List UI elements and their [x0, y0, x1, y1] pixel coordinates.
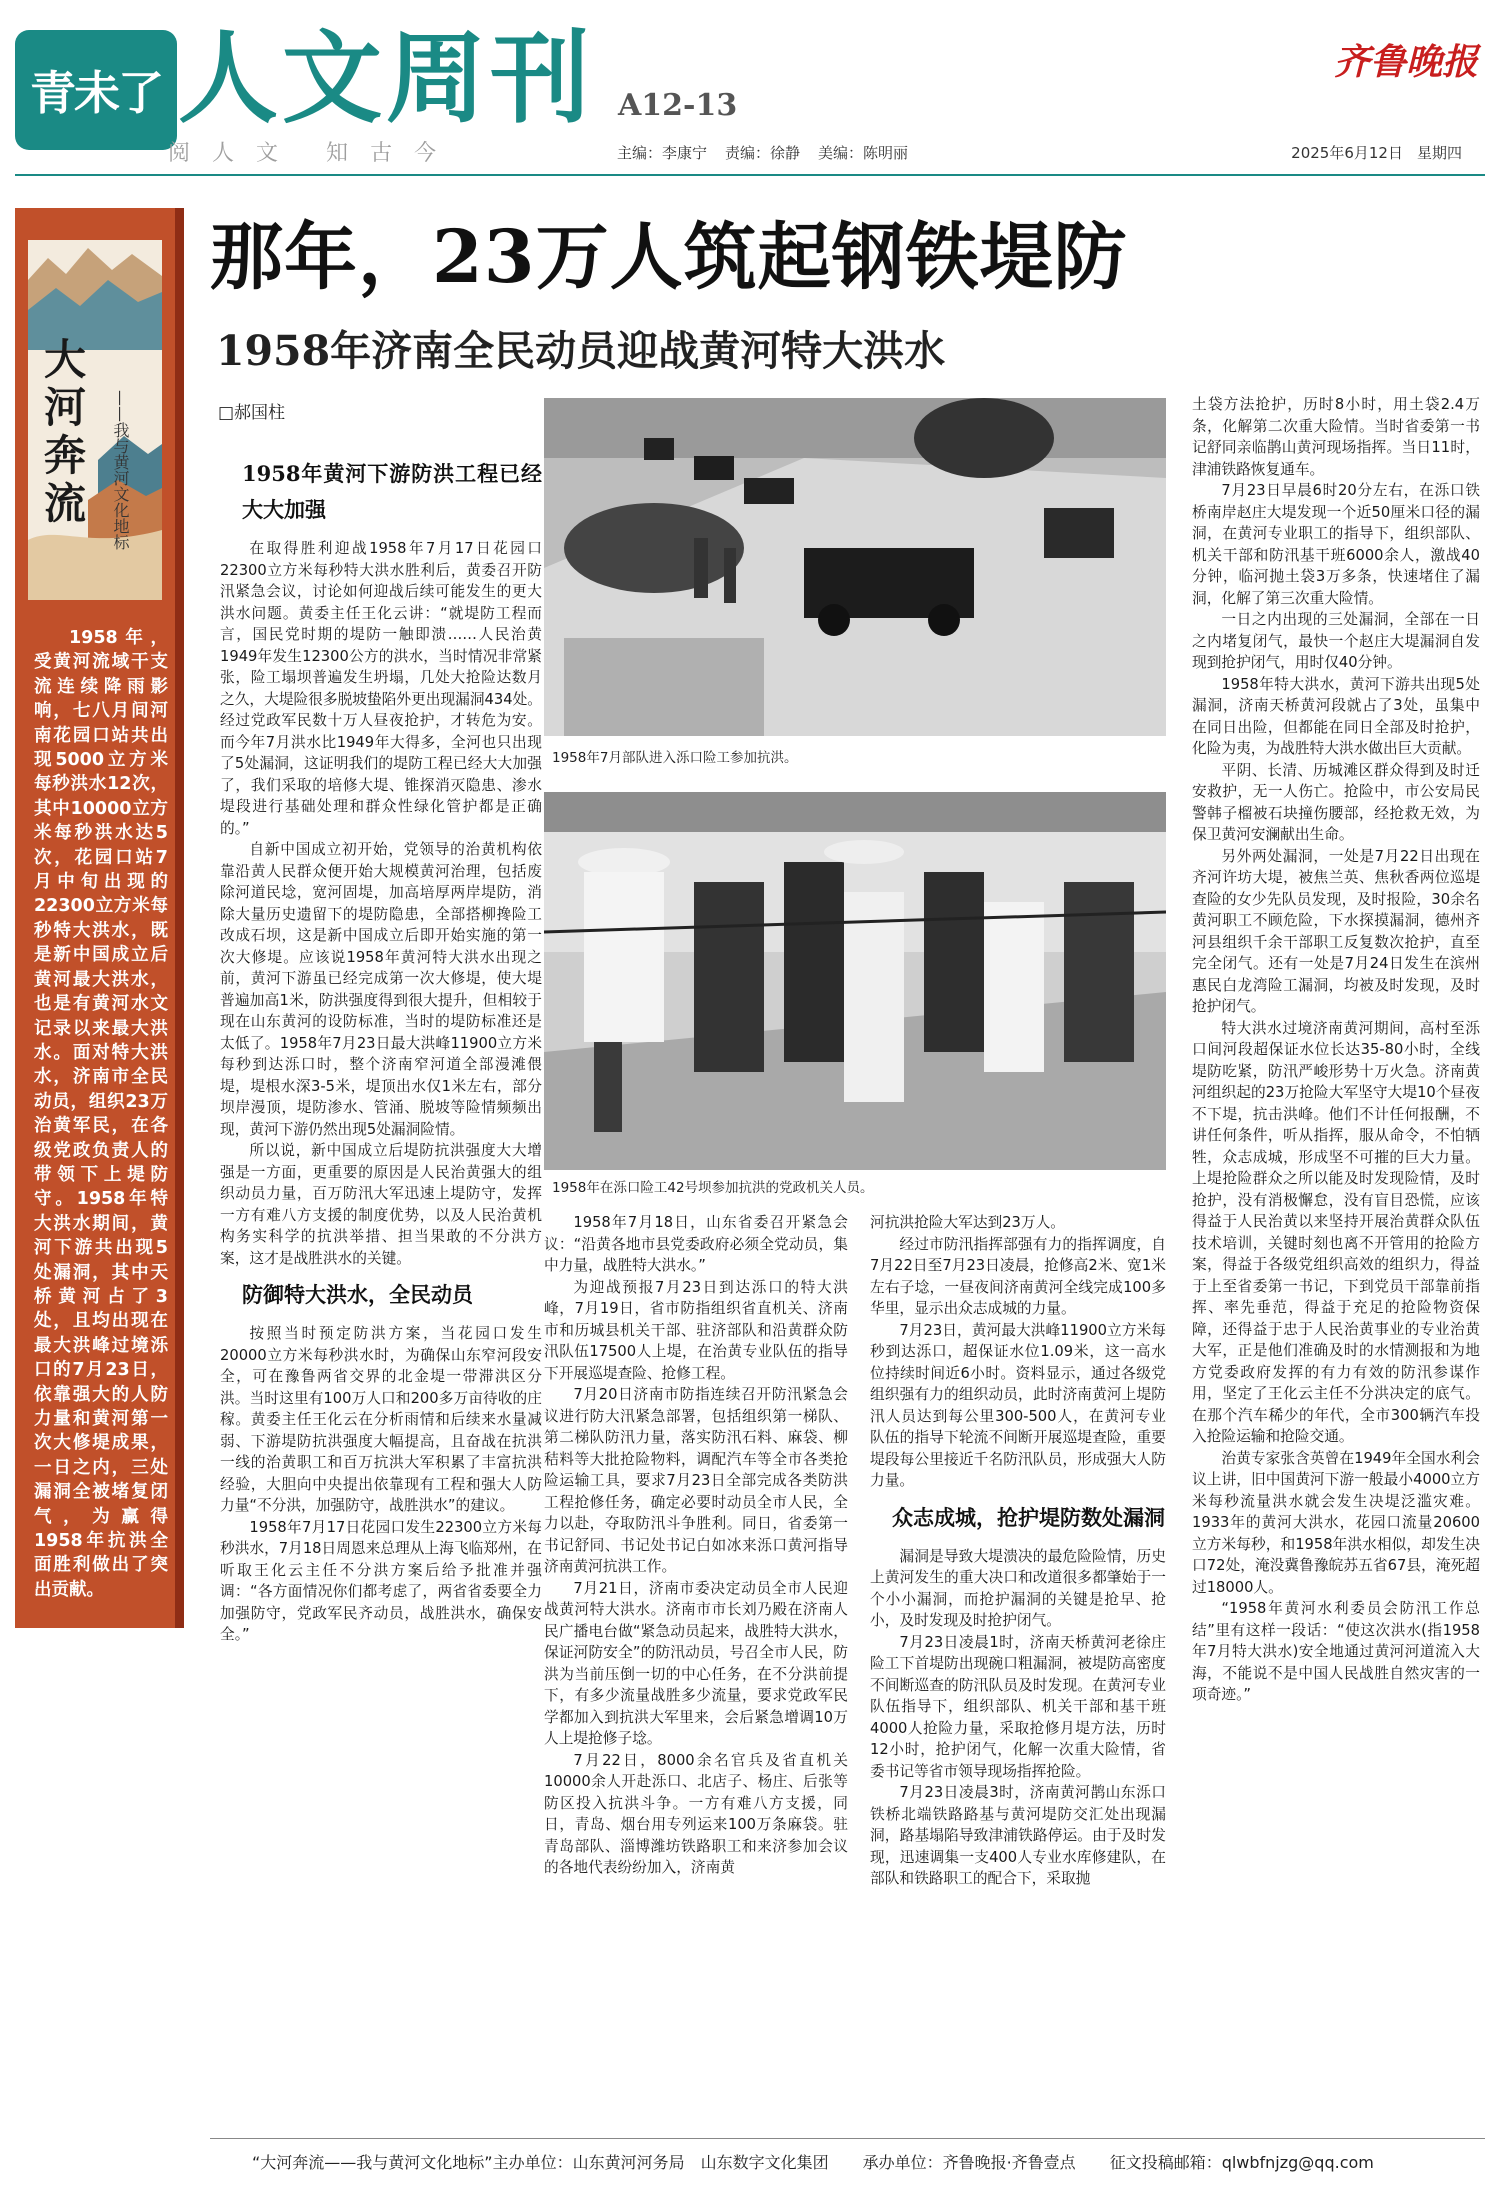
sidebar-intro: 1958年，受黄河流域干支流连续降雨影响，七八月间河南花园口站共出现5000立方米每秒洪水12次，其中10000立方米每秒洪水达5次，花园口站7月中旬出现的22300立方米每秒特大洪水，既是新中国成立后黄河最大洪水，也是有黄河水文记录以来最大洪水。面对特大洪水，济南市全民动员，组织23万治黄军民，在各级党政负责人的带领下上堤防守。1958年特大洪水期间，黄河下游共出现5处漏洞，其中天桥黄河占了3处，且均出现在最大洪峰过境泺口的7月23日，依靠强大的人防力量和黄河第一次大修堤成果，一日之内，三处漏洞全被堵复闭气，为赢得1958年抗洪全面胜利做出了突出贡献。 [34, 628, 168, 1600]
article-paragraph: 为迎战预报7月23日到达泺口的特大洪峰，7月19日，省市防指组织省直机关、济南市和历城县机关干部、驻济部队和沿黄群众防汛队伍17500人上堤，在治黄专业队伍的指导下开展巡堤查险、抢修工程。 [544, 1278, 848, 1382]
editor-duty: 责编：徐静 [725, 144, 801, 162]
article-paragraph: 所以说，新中国成立后堤防抗洪强度大大增强是一方面，更重要的原因是人民治黄强大的组织动员力量，百万防汛大军迅速上堤防守，发挥一方有难八方支援的制度优势，以及人民治黄机构务实科学的抗洪举措、担当果敢的不分洪方案，这才是战胜洪水的关键。 [220, 1142, 542, 1267]
footer-email: 征文投稿邮箱：qlwbfnjzg@qq.com [1109, 2153, 1374, 2172]
article-headline: 那年，23万人筑起钢铁堤防 [210, 214, 1128, 300]
article-paragraph: 治黄专家张含英曾在1949年全国水利会议上讲，旧中国黄河下游一般最小4000立方米每秒流量洪水就会发生决堤泛滥灾难。1933年的黄河大洪水，花园口流量20600立方米每秒，和1958年洪水相似，却发生决口72处，淹没冀鲁豫皖苏五省67县，淹死超过18000人。 [1192, 1449, 1480, 1596]
section-heading-3: 众志成城，抢护堤防数处漏洞 [892, 1504, 1165, 1530]
footer-divider [210, 2138, 1485, 2139]
photo-troops-trucks [544, 398, 1166, 736]
article-paragraph: “1958年黄河水利委员会防汛工作总结”里有这样一段话：“使这次洪水(指1958年7月特大洪水)安全地通过黄河河道流入大海，不能说不是中国人民战胜自然灾害的一项奇迹。” [1192, 1600, 1480, 1703]
column-title: 大河奔流 [44, 335, 87, 528]
article-column-3 [870, 1212, 1166, 2052]
brand-logo [15, 30, 177, 150]
slogan-char: 知 [326, 141, 349, 166]
article-paragraph: 特大洪水过境济南黄河期间，高村至泺口间河段超保证水位长达35-80小时，全线堤防吃紧，防汛严峻形势十万火急。济南黄河组织起的23万抢险大军坚守大堤10个昼夜不下堤，抗击洪峰。他们不计任何报酬，不讲任何条件，听从指挥，服从命令，不怕牺牲，众志成城，形成坚不可摧的巨大力量。上堤抢险群众之所以能及时发现险情，及时抢护，没有消极懈怠，没有盲目恐慌，应该得益于人民治黄以来坚持开展治黄群众队伍技术培训，关键时刻也离不开管用的抢险方案，得益于各级党组织高效的组织力，得益于上至省委第一书记，下到党员干部靠前指挥、率先垂范，得益于充足的抢险物资保障，还得益于忠于人民治黄事业的专业治黄大军，正是他们准确及时的水情测报和为地方党委政府发挥的有力有效的防汛参谋作用，坚定了王化云主任不分洪决定的底气。在那个汽车稀少的年代，全市300辆汽车投入抢险运输和抢险交通。 [1192, 1019, 1480, 1445]
article-paragraph: 经过市防汛指挥部强有力的指挥调度，自7月22日至7月23日凌晨，抢修高2米、宽1米左右子埝，一昼夜间济南黄河全线完成100多华里，显示出众志成城的力量。 [870, 1235, 1166, 1317]
article-paragraph: 一日之内出现的三处漏洞，全部在一日之内堵复闭气，最快一个赵庄大堤漏洞自发现到抢护闭气，用时仅40分钟。 [1192, 611, 1480, 671]
date-text: 2025年6月12日 [1291, 144, 1403, 162]
slogan-char: 文 [256, 141, 279, 166]
article-subheadline: 1958年济南全民动员迎战黄河特大洪水 [216, 327, 946, 375]
page-footer [252, 2150, 1482, 2173]
page-code: A12-13 [618, 88, 738, 123]
section-heading-1: 1958年黄河下游防洪工程已经大大加强 [242, 461, 542, 522]
slogan-char: 今 [414, 141, 437, 166]
article-paragraph: 按照当时预定防洪方案，当花园口发生20000立方米每秒洪水时，为确保山东窄河段安全，可在豫鲁两省交界的北金堤一带滞洪区分洪。当时这里有100万人口和200多万亩待收的庄稼。黄委主任王化云在分析雨情和后续来水量减弱、下游堤防抗洪强度大幅提高，且奋战在抗洪一线的治黄职工和百万抗洪大军积累了丰富抗洪经验，大胆向中央提出依靠现有工程和强大人防力量“不分洪，加强防守，战胜洪水”的建议。 [220, 1325, 542, 1514]
sidebar-accent-strip [175, 208, 184, 1628]
article-paragraph: 7月21日，济南市委决定动员全市人民迎战黄河特大洪水。济南市市长刘乃殿在济南人民广播电台做“紧急动员起来，战胜特大洪水，保证河防安全”的防汛动员，号召全市人民，防洪为当前压倒一切的中心任务，在不分洪前提下，有多少流量战胜多少流量，要求党政军民学都加入到抗洪大军里来，会后紧急增调10万人上堤抢修子埝。 [544, 1579, 848, 1747]
slogan-char: 阅 [168, 141, 191, 166]
article-paragraph: 7月23日凌晨3时，济南黄河鹊山东泺口铁桥北端铁路路基与黄河堤防交汇处出现漏洞，路基塌陷导致津浦铁路停运。由于及时发现，迅速调集一支400人专业水库修建队，在部队和铁路职工的配合下，采取抛 [870, 1784, 1166, 1887]
newspaper-name: 齐鲁晚报 [1333, 41, 1478, 83]
masthead-divider [15, 174, 1485, 176]
section-slogan [168, 136, 436, 167]
article-column-4 [1192, 394, 1480, 2054]
article-paragraph: 土袋方法抢护，历时8小时，用土袋2.4万条，化解第二次重大险情。当时省委第一书记舒同亲临鹊山黄河现场指挥。当日11时，津浦铁路恢复通车。 [1192, 396, 1480, 478]
footer-organizer: “大河奔流——我与黄河文化地标”主办单位：山东黄河河务局 山东数字文化集团 [252, 2153, 829, 2172]
slogan-char: 古 [370, 141, 393, 166]
column-subtitle: ——我与黄河文化地标 [111, 390, 130, 550]
article-paragraph: 1958年7月17日花园口发生22300立方米每秒洪水，7月18日周恩来总理从上海飞临郑州，在听取王化云主任不分洪方案后给予批准并强调：“各方面情况你们都考虑了，两省省委要全力加强防守，党政军民齐动员，战胜洪水，确保安全。” [220, 1518, 542, 1643]
editor-chief: 主编：李康宁 [617, 144, 708, 162]
column-badge [28, 240, 162, 600]
section-heading-2: 防御特大洪水，全民动员 [242, 1282, 473, 1307]
article-paragraph: 1958年特大洪水，黄河下游共出现5处漏洞，济南天桥黄河段就占了3处，虽集中在同日出险，但都能在同日全部及时抢护，化险为夷，为战胜特大洪水做出巨大贡献。 [1192, 675, 1480, 757]
article-paragraph: 在取得胜利迎战1958年7月17日花园口22300立方米每秒特大洪水胜利后，黄委召开防汛紧急会议，讨论如何迎战后续可能发生的更大洪水问题。黄委主任王化云讲：“就堤防工程而言，国民党时期的堤防一触即溃……人民治黄1949年发生12300公方的洪水，当时情况非常紧张，险工塌坝普遍发生坍塌，几处大抢险达数月之久，大堤险很多脱坡蛰陷外更出现漏洞434处。经过党政军民数十万人昼夜抢护，才转危为安。而今年7月洪水比1949年大得多，全河也只出现了5处漏洞，这证明我们的堤防工程已经大大加强了，我们采取的培修大堤、锥探消灭隐患、渗水堤段进行基础处理和群众性绿化管护都是正确的。” [220, 540, 542, 837]
article-paragraph: 7月22日，8000余名官兵及省直机关10000余人开赴泺口、北店子、杨庄、后张等防区投入抗洪斗争。一方有难八方支援，同日，青岛、烟台用专列运来100万条麻袋。驻青岛部队、淄博潍坊铁路职工和来济参加会议的各地代表纷纷加入，济南黄 [544, 1751, 848, 1876]
article-paragraph: 另外两处漏洞，一处是7月22日出现在齐河许坊大堤，被焦兰英、焦秋香两位巡堤查险的女少先队员发现，及时报险，30余名黄河职工不顾危险，下水探摸漏洞，德州齐河县组织千余干部职工反复数次抢护，直至完全闭气。还有一处是7月24日发生在滨州惠民白龙湾险工漏洞，均被及时发现，及时抢护闭气。 [1192, 847, 1480, 1015]
photo-image [544, 792, 1166, 1170]
photo-caption-1: 1958年7月部队进入泺口险工参加抗洪。 [552, 750, 798, 766]
photo-officials-carrying [544, 792, 1166, 1170]
article-column-2 [544, 1212, 848, 2052]
footer-undertaker: 承办单位：齐鲁晚报·齐鲁壹点 [862, 2153, 1076, 2172]
article-paragraph: 漏洞是导致大堤溃决的最危险险情，历史上黄河发生的重大决口和改道很多都肇始于一个小小漏洞，而抢护漏洞的关键是抢早、抢小，及时发现及时抢护闭气。 [870, 1547, 1166, 1629]
section-title: 人文周刊 [178, 19, 594, 137]
article-column-1 [220, 448, 542, 2198]
article-paragraph: 自新中国成立初开始，党领导的治黄机构依靠沿黄人民群众便开始大规模黄河治理，包括废除河道民埝，宽河固堤，加高培厚两岸堤防，消除大量历史遗留下的堤防隐患，全部搭柳搀险工改成石坝，这是新中国成立后即开始实施的第一次大修堤。应该说1958年黄河特大洪水出现之前，黄河下游虽已经完成第一次大修堤，使大堤普遍加高1米，防洪强度得到很大提升，但相较于现在山东黄河的设防标准，当时的堤防标准还是太低了。1958年7月23日最大洪峰11900立方米每秒到达泺口时，整个济南窄河道全部漫滩偎堤，堤根水深3-5米，堤顶出水仅1米左右，部分坝岸漫顶，堤防渗水、管涌、脱坡等险情频频出现，黄河下游仍然出现5处漏洞险情。 [220, 841, 542, 1138]
article-paragraph: 7月23日，黄河最大洪峰11900立方米每秒到达泺口，超保证水位1.09米，这一高水位持续时间近6小时。资料显示，通过各级党组织强有力的组织动员，此时济南黄河上堤防汛人员达到每公里300-500人，在黄河专业队伍的指导下轮流不间断开展巡堤查险，重要堤段每公里接近千名防汛队员，形成强大人防力量。 [870, 1321, 1166, 1489]
article-paragraph: 7月20日济南市防指连续召开防汛紧急会议进行防大汛紧急部署，包括组织第一梯队、第二梯队防汛力量，落实防汛石料、麻袋、柳秸料等大批抢险物料，调配汽车等全市各类抢险运输工具，要求7月23日全部完成各类防洪工程抢修任务，确定必要时动员全市人民，全力以赴，夺取防汛斗争胜利。同日，省委第一书记舒同、书记处书记白如冰来泺口黄河指导济南黄河抗洪工作。 [544, 1386, 848, 1575]
article-paragraph: 河抗洪抢险大军达到23万人。 [870, 1214, 1065, 1231]
issue-date [1291, 142, 1462, 163]
article-paragraph: 7月23日早晨6时20分左右，在泺口铁桥南岸赵庄大堤发现一个近50厘米口径的漏洞，在黄河专业职工的指导下，组织部队、机关干部和防汛基干班6000余人，激战40分钟，临河抛土袋3万多条，快速堵住了漏洞，化解了第三次重大险情。 [1192, 482, 1480, 607]
article-paragraph: 1958年7月18日，山东省委召开紧急会议：“沿黄各地市县党委政府必须全党动员，集中力量，战胜特大洪水。” [544, 1214, 848, 1274]
photo-caption-2: 1958年在泺口险工42号坝参加抗洪的党政机关人员。 [552, 1180, 874, 1196]
article-paragraph: 平阴、长清、历城滩区群众得到及时迁安救护，无一人伤亡。抢险中，市公安局民警韩子榴被石块撞伤腰部，经抢救无效，为保卫黄河安澜献出生命。 [1192, 761, 1480, 843]
article-paragraph: 7月23日凌晨1时，济南天桥黄河老徐庄险工下首堤防出现碗口粗漏洞，被堤防高密度不间断巡查的防汛队员及时发现。在黄河专业队伍指导下，组织部队、机关干部和基干班4000人抢险力量，采取抢修月堤方法，历时12小时，抢护闭气，化解一次重大险情，省委书记等省市领导现场指挥抢险。 [870, 1633, 1166, 1780]
photo-image [544, 398, 1166, 736]
brand-logo-text: 青未了 [30, 66, 162, 120]
article-byline: □郝国柱 [218, 403, 286, 423]
slogan-char: 人 [212, 141, 235, 166]
weekday-text: 星期四 [1416, 144, 1462, 162]
editor-credits [617, 142, 908, 163]
editor-art: 美编：陈明丽 [818, 144, 909, 162]
